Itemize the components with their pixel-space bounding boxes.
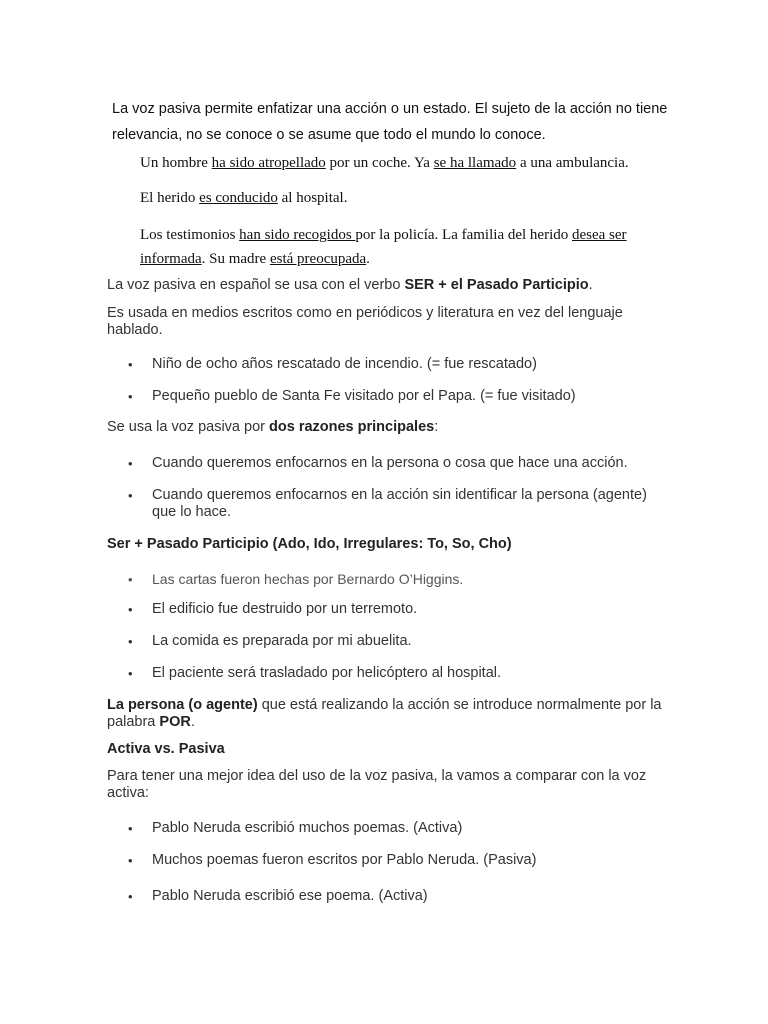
bullet-icon: • <box>128 357 133 372</box>
list-item: • Muchos poemas fueron escritos por Pablo Neruda. (Pasiva) <box>128 852 537 868</box>
list-item: • El edificio fue destruido por un terremoto. <box>128 601 418 617</box>
example-sentence-1: Un hombre ha sido atropellado por un coche. Ya se ha llamado a una ambulancia. <box>140 155 629 171</box>
bullet-icon: • <box>128 488 133 503</box>
list-item: • Las cartas fueron hechas por Bernardo O’Higgins. <box>128 571 464 587</box>
list-item: • Niño de ocho años rescatado de incendio. (= fue rescatado) <box>128 356 537 372</box>
bullet-icon: • <box>128 456 133 471</box>
bullet-icon: • <box>128 572 133 587</box>
bullet-icon: • <box>128 853 133 868</box>
list-item: • Pablo Neruda escribió muchos poemas. (Activa) <box>128 820 463 836</box>
example-sentence-2: El herido es conducido al hospital. <box>140 190 348 206</box>
bullet-icon: • <box>128 389 133 404</box>
list-item: • Pablo Neruda escribió ese poema. (Activa) <box>128 888 428 904</box>
list-item: • Pequeño pueblo de Santa Fe visitado por el Papa. (= fue visitado) <box>128 388 576 404</box>
paragraph-reasons: Se usa la voz pasiva por dos razones principales: <box>107 419 439 435</box>
list-item: • El paciente será trasladado por helicóptero al hospital. <box>128 665 502 681</box>
list-item: • Cuando queremos enfocarnos en la acción sin identificar la persona (agente) que lo hace. <box>128 487 647 520</box>
section-heading: Ser + Pasado Participio (Ado, Ido, Irregulares: To, So, Cho) <box>107 536 512 552</box>
bullet-icon: • <box>128 821 133 836</box>
paragraph-agent: La persona (o agente) que está realizando la acción se introduce normalmente por la palabra POR. <box>107 697 662 730</box>
bullet-icon: • <box>128 889 133 904</box>
list-item: • La comida es preparada por mi abuelita. <box>128 633 412 649</box>
section-heading: Activa vs. Pasiva <box>107 741 225 757</box>
bullet-icon: • <box>128 634 133 649</box>
intro-paragraph: La voz pasiva permite enfatizar una acción o un estado. El sujeto de la acción no tiene relevancia, no se conoce o se asume que todo el mundo lo conoce. <box>112 101 668 143</box>
paragraph-usage: Es usada en medios escritos como en periódicos y literatura en vez del lenguaje hablado. <box>107 305 623 338</box>
bullet-icon: • <box>128 602 133 617</box>
example-sentence-3: Los testimonios han sido recogidos por la policía. La familia del herido desea ser informada. Su madre está preocupada. <box>140 227 627 267</box>
paragraph-comparison: Para tener una mejor idea del uso de la voz pasiva, la vamos a comparar con la voz activa: <box>107 768 647 801</box>
bullet-icon: • <box>128 666 133 681</box>
paragraph-ser-participio: La voz pasiva en español se usa con el verbo SER + el Pasado Participio. <box>107 277 593 293</box>
list-item: • Cuando queremos enfocarnos en la persona o cosa que hace una acción. <box>128 455 628 471</box>
